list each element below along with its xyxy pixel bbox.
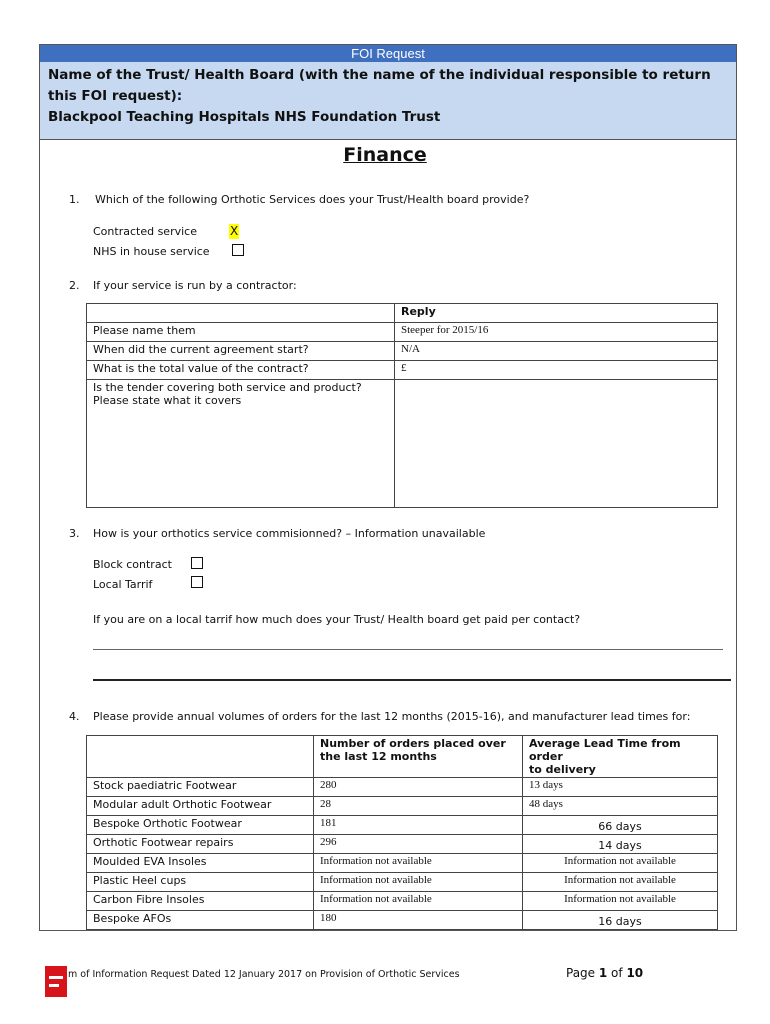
orders-cell[interactable]: 180 xyxy=(314,911,523,930)
item-cell: Bespoke AFOs xyxy=(87,911,314,930)
contracted-mark[interactable]: X xyxy=(230,224,239,238)
q1-text: Which of the following Orthotic Services does your Trust/Health board provide? xyxy=(95,193,530,206)
row-reply[interactable]: N/A xyxy=(395,342,718,361)
row-reply[interactable]: Steeper for 2015/16 xyxy=(395,323,718,342)
page-number: 1 xyxy=(598,966,608,980)
table-row xyxy=(87,835,718,854)
trust-label-line1: Name of the Trust/ Health Board (with the name of the individual responsible to return xyxy=(48,67,711,83)
table-row xyxy=(87,323,718,342)
table-row xyxy=(87,911,718,930)
lead-header-line2: to delivery xyxy=(529,763,596,776)
page-indicator xyxy=(566,966,643,980)
q1-option-inhouse: NHS in house service xyxy=(93,245,210,258)
lead-cell[interactable]: 48 days xyxy=(523,797,718,816)
table-row xyxy=(87,816,718,835)
lead-cell[interactable]: Information not available xyxy=(523,892,718,911)
table-row xyxy=(87,854,718,873)
lead-cell[interactable]: 13 days xyxy=(523,778,718,797)
table-row xyxy=(87,778,718,797)
lead-cell[interactable]: 66 days xyxy=(523,816,718,835)
lead-cell[interactable]: Information not available xyxy=(523,873,718,892)
q3-followup: If you are on a local tarrif how much does your Trust/ Health board get paid per contact? xyxy=(93,613,581,626)
section-title: Finance xyxy=(343,144,427,166)
q2-text: If your service is run by a contractor: xyxy=(93,279,297,292)
row-question: What is the total value of the contract? xyxy=(87,361,395,380)
page-of: of xyxy=(607,966,627,980)
item-cell: Plastic Heel cups xyxy=(87,873,314,892)
lead-cell[interactable]: 14 days xyxy=(523,835,718,854)
row-reply[interactable]: £ xyxy=(395,361,718,380)
orders-cell[interactable]: 296 xyxy=(314,835,523,854)
footer-text: m of Information Request Dated 12 January 2017 on Provision of Orthotic Services xyxy=(68,969,460,980)
table-row xyxy=(87,797,718,816)
item-cell: Orthotic Footwear repairs xyxy=(87,835,314,854)
orders-header xyxy=(314,736,523,778)
item-cell: Bespoke Orthotic Footwear xyxy=(87,816,314,835)
lead-header xyxy=(523,736,718,778)
page-prefix: Page xyxy=(566,966,599,980)
orders-cell[interactable]: 28 xyxy=(314,797,523,816)
orders-cell[interactable]: Information not available xyxy=(314,854,523,873)
table-row xyxy=(87,892,718,911)
q3-text: How is your orthotics service commisionned? – Information unavailable xyxy=(93,527,486,540)
lead-cell[interactable]: Information not available xyxy=(523,854,718,873)
answer-line-1[interactable] xyxy=(93,649,723,650)
q2-number: 2. xyxy=(69,279,80,292)
lead-header-line1: Average Lead Time from order xyxy=(529,737,681,763)
lead-cell[interactable]: 16 days xyxy=(523,911,718,930)
row-reply[interactable] xyxy=(395,380,718,508)
q4-number: 4. xyxy=(69,710,80,723)
table-row xyxy=(87,873,718,892)
orders-header-line2: the last 12 months xyxy=(320,750,437,763)
table-header-empty xyxy=(87,304,395,323)
tender-question-2: Please state what it covers xyxy=(93,394,242,407)
row-question: Please name them xyxy=(87,323,395,342)
q1-option-contracted: Contracted service xyxy=(93,225,197,238)
volumes-header-empty xyxy=(87,736,314,778)
contractor-table xyxy=(86,303,718,508)
table-row xyxy=(87,342,718,361)
orders-cell[interactable]: Information not available xyxy=(314,892,523,911)
trust-label-line2: this FOI request): xyxy=(48,88,183,104)
page-total: 10 xyxy=(626,966,644,980)
q1-number: 1. xyxy=(69,193,80,206)
local-tarrif-checkbox[interactable] xyxy=(191,576,203,588)
item-cell: Moulded EVA Insoles xyxy=(87,854,314,873)
orders-cell[interactable]: Information not available xyxy=(314,873,523,892)
orders-cell[interactable]: 181 xyxy=(314,816,523,835)
tender-question: Is the tender covering both service and product? xyxy=(93,381,362,394)
table-row xyxy=(87,380,718,508)
row-question-multi xyxy=(87,380,395,508)
q3-option-tarrif: Local Tarrif xyxy=(93,578,153,591)
orders-header-line1: Number of orders placed over xyxy=(320,737,506,750)
row-question: When did the current agreement start? xyxy=(87,342,395,361)
q3-option-block: Block contract xyxy=(93,558,172,571)
item-cell: Stock paediatric Footwear xyxy=(87,778,314,797)
item-cell: Modular adult Orthotic Footwear xyxy=(87,797,314,816)
volumes-table xyxy=(86,735,718,930)
orders-cell[interactable]: 280 xyxy=(314,778,523,797)
foi-request-title: FOI Request xyxy=(40,45,736,62)
item-cell: Carbon Fibre Insoles xyxy=(87,892,314,911)
trust-logo-icon xyxy=(45,966,67,997)
inhouse-checkbox[interactable] xyxy=(232,244,244,256)
q3-number: 3. xyxy=(69,527,80,540)
table-row xyxy=(87,361,718,380)
trust-info-box xyxy=(40,62,736,140)
reply-header: Reply xyxy=(395,304,718,323)
trust-name: Blackpool Teaching Hospitals NHS Foundation Trust xyxy=(48,109,441,125)
block-contract-checkbox[interactable] xyxy=(191,557,203,569)
answer-line-2[interactable] xyxy=(93,679,731,681)
q4-text: Please provide annual volumes of orders for the last 12 months (2015-16), and manufacturer lead times for: xyxy=(93,710,691,723)
